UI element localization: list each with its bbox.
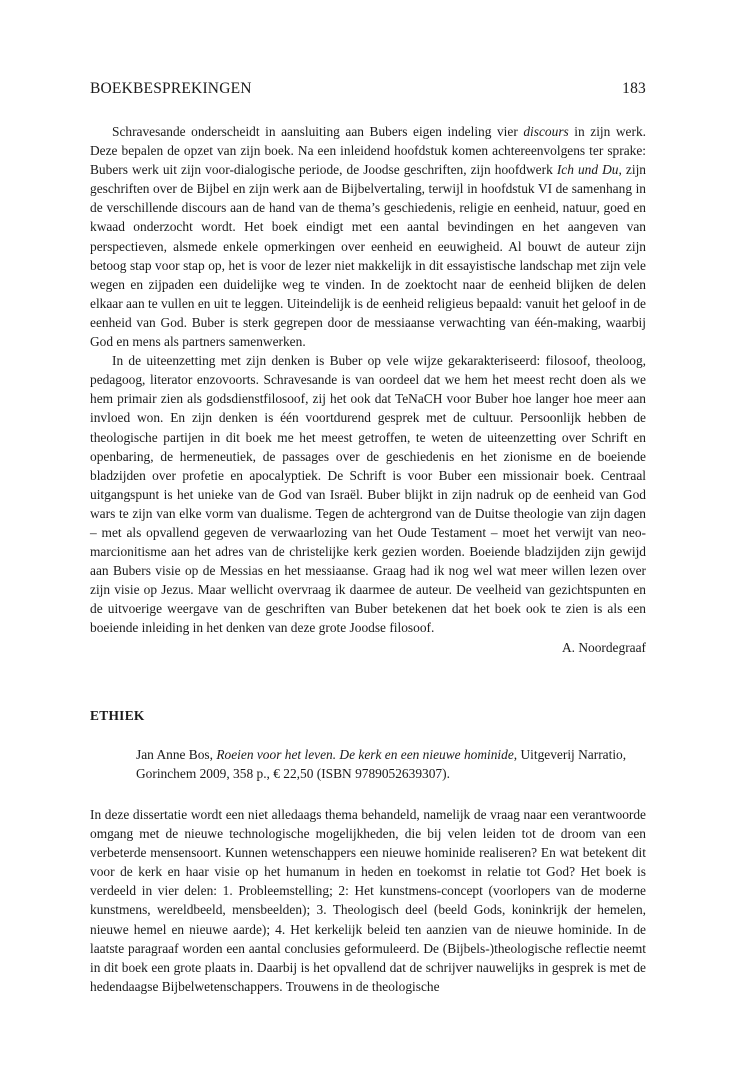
review-bos xyxy=(90,805,646,996)
section-title: BOEKBESPREKINGEN xyxy=(90,80,252,97)
text-span: zijn geschriften over de Bijbel en zijn werk aan de Bijbelvertaling, terwijl in hoofdstuk VI de samenhang in de verschillende discours aan de hand van de thema’s geschiedenis, religie en eenheid, natuur, goed en kwaad onderzocht wordt. Het boek eindigt met een aantal bevindingen en het aangeven van perspectieven, alsmede enkele opmerkingen over eenheid en eeuwigheid. Al bouwt de auteur zijn betoog stap voor stap op, het is voor de lezer niet makkelijk in dit essayistische landschap met zijn vele wegen en zijpaden een duidelijke weg te vinden. In de zoektocht naar de eenheid blijken de delen elkaar aan te vullen en uit te leggen. Uiteindelijk is de eenheid religieus bepaald: vanuit het geloof in de eenheid van God. Buber is sterk gegrepen door de messiaanse verwachting van één-making, waarbij God en mens als partners samenwerken. xyxy=(90,162,646,350)
page-number: 183 xyxy=(622,80,646,97)
citation-title: Roeien voor het leven. De kerk en een nieuwe hominide xyxy=(216,747,514,762)
citation-details: , Uitgeverij Narratio, Gorinchem 2009, 358 p., € 22,50 (ISBN 9789052639307). xyxy=(136,747,627,782)
paragraph xyxy=(90,122,646,351)
italic-term: discours xyxy=(523,124,569,139)
running-header xyxy=(90,80,646,98)
review-buber xyxy=(90,122,646,657)
book-citation xyxy=(136,745,646,783)
section-heading: ETHIEK xyxy=(90,708,145,723)
paragraph: In deze dissertatie wordt een niet alledaags thema behandeld, namelijk de vraag naar een verantwoorde omgang met de nieuwe technologische mogelijkheden, die bij velen leiden tot de droom van een verbeterde mensensoort. Kunnen wetenschappers een nieuwe hominide realiseren? En wat betekent dit voor de kerk en haar visie op het humanum in heden en toekomst in relatie tot God? Het boek is verdeeld in vier delen: 1. Probleemstelling; 2: Het kunstmens-concept (voorlopers van de moderne kunstmens, wereldbeeld, mensbeelden); 3. Theologisch deel (beeld Gods, koninkrijk der hemelen, nieuwe hemel en nieuwe aarde); 4. Het kerkelijk beleid ten aanzien van de nieuwe hominide. In de laatste paragraaf worden een aantal conclusies geformuleerd. De (Bijbels-)theologische reflectie neemt in dit boek een grote plaats in. Daarbij is het opvallend dat de schrijver nauwelijks in gesprek is met de hedendaagse Bijbelwetenschappers. Trouwens in de theologische xyxy=(90,807,646,994)
paragraph: In de uiteenzetting met zijn denken is Buber op vele wijze gekarakteriseerd: filosoof, theoloog, pedagoog, literator enzovoorts. Schravesande is van oordeel dat we hem het meest recht doen als we hem primair zien als godsdienstfilosoof, zij het ook dat TeNaCH voor Buber hoe langer hoe meer aan invloed won. En zijn denken is één voortdurend gesprek met de cultuur. Persoonlijk hebben de theologische partijen in dit boek me het meest getroffen, te weten de uiteenzetting over Schrift en openbaring, de hermeneutiek, de passages over de geschiedenis en het zionisme en de boeiende bladzijden over profetie en apocalyptiek. De Schrift is voor Buber een missionair boek. Centraal uitgangspunt is het unieke van de God van Israël. Buber blijkt in zijn nadruk op de eenheid van God wars te zijn van elke vorm van dualisme. Tegen de achtergrond van de Duitse theologie van zijn dagen – met als opvallend gegeven de verwaarlozing van het Oude Testament – moet het verwijt van neo-marcionitisme aan het adres van de christelijke kerk gezien worden. Boeiende bladzijden zijn gewijd aan Bubers visie op de Messias en het messiaanse. Graag had ik nog wel wat meer willen lezen over zijn visie op Jezus. Maar wellicht overvraag ik daarmee de auteur. De veelheid van gezichtspunten en de uitvoerige weergave van de geschriften van Buber betekenen dat het boek ook te zien is als een boeiende inleiding in het denken van deze grote Joodse filosoof. xyxy=(90,353,646,636)
citation-author: Jan Anne Bos, xyxy=(136,747,217,762)
reviewer-signature: A. Noordegraaf xyxy=(561,639,646,655)
italic-book-title: Ich und Du, xyxy=(556,162,622,178)
text-span: Schravesande onderscheidt in aansluiting aan Bubers eigen indeling vier xyxy=(112,124,524,139)
text-span: in zijn werk. Deze bepalen de opzet van zijn boek. Na een inleidend hoofdstuk komen achtereenvolgens ter sprake: Bubers werk uit zijn voor-dialogische periode, de Joodse geschriften, zijn hoofdwerk xyxy=(90,124,647,178)
